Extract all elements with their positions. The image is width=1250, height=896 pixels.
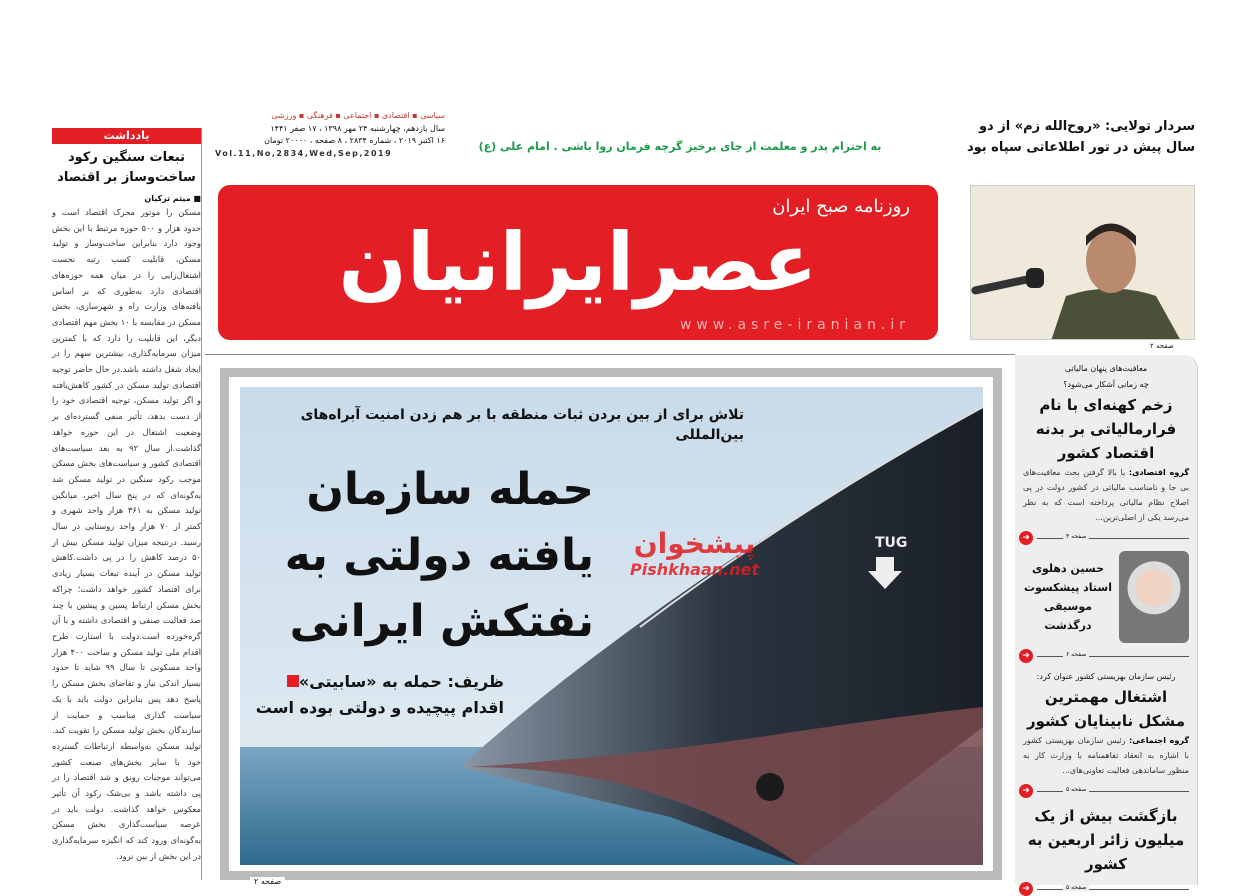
logo-url: www.asre-iranian.ir bbox=[679, 317, 910, 333]
top-photo-page-ref[interactable]: صفحه ۲ bbox=[1150, 342, 1174, 350]
logo-tagline: روزنامه صبح ایران bbox=[772, 196, 910, 217]
main-headline[interactable]: حمله سازمان یافته دولتی به نفتکش ایرانی bbox=[284, 464, 594, 647]
divider bbox=[1037, 656, 1189, 657]
checkmark-icon bbox=[287, 675, 299, 687]
categories: سیاسی ▪ اقتصادی ▪ اجتماعی ▪ فرهنگی ▪ ورزشی bbox=[271, 111, 445, 120]
date-persian: سال یازدهم، چهارشنبه ۲۴ مهر ۱۳۹۸ ، ۱۷ صفر ۱۴۴۱ bbox=[270, 123, 445, 133]
story4-link[interactable] bbox=[1023, 882, 1189, 896]
divider bbox=[1037, 889, 1189, 890]
arrow-right-icon[interactable]: ➜ bbox=[1019, 882, 1033, 896]
masthead-logo[interactable] bbox=[218, 185, 938, 340]
arrow-right-icon[interactable]: ➜ bbox=[1019, 531, 1033, 545]
page-ref: صفحه ۴ bbox=[1063, 533, 1089, 540]
author: ■ میثم ترکیان bbox=[144, 194, 201, 203]
watermark-fa: پیشخوان bbox=[633, 527, 756, 560]
main-story-text bbox=[254, 405, 744, 721]
portrait-photo bbox=[1119, 551, 1189, 643]
section-tag: یادداشت bbox=[52, 128, 201, 144]
opinion-body: مسکن را موتور محرک اقتصاد است و حدود هزار و ۵۰۰ حوزه مرتبط با این بخش وجود دارد بنابراین ساخت‌وساز و تولید مسکن، قابلیت کسب رتبه نخست اشتغال‌زایی را در میان همه حوزه‌های اقتصادی دارد به‌طوری که بر اساس یافته‌های وزارت راه و شهرسازی، بخش مسکن در مقایسه با ۱۰ بخش مهم اقتصادی دیگر، این قابلیت را دارد که با کمترین میزان سرمایه‌گذاری، بیشترین سهم را در ایجاد شغل داشته باشد.در حال حاضر توجیه اقتصادی تولید مسکن در کشور کاهش‌یافته و اگر تولید مسکن، توجیه اقتصادی خود را از دست بدهد، تأثیر منفی گسترده‌ای بر وضعیت اشتغال در این حوزه خواهد گذاشت.از سال ۹۲ به بعد سیاست‌های اقتصادی کشور و سیاست‌های بخش مسکن موجب رکود سنگین در تولید مسکن شد به‌گونه‌ای که در پنج سال اخیر، میانگین تولید مسکن به ۳۶۱ هزار واحد شهری و کمتر از ۷۰ هزار واحد روستایی در سال رسید. درنتیجه میزان تولید مسکن بیش از ۵۰ درصد کاهش را در پی داشت.کاهش تولید مسکن در آینده تبعات بسیار زیادی برای اقتصاد کشور خواهد داشت؛ چراکه بخش مسکن ارتباط پسین و پیشین با چند صد فعالیت صنفی و اقتصادی داشته و با آن گره‌خورده است.دولت با استارت طرح اقدام ملی تولید مسکن و ساخت ۴۰۰ هزار واحد مسکونی تا سال ۹۹ شاید تا حدود بسیار اندکی نیاز و تقاضای بخش مسکن را پاسخ دهد پس بنابراین دولت باید با یک سیاست گذاری مناسب و حمایت از سازندگان بخش تولید مسکن را تقویت کند. تولید مسکن به‌واسطه ارتباطات گسترده خود با سایر بخش‌های صنعت کشور می‌تواند موجبات رونق و شد اقتصاد را در پی داشته باشد و بی‌شک رکود آن تأثیر معکوس خواهد گذاشت. دولت باید در عرصه سیاست‌گذاری بخش مسکن به‌گونه‌ای ورود کند که انگیزه سرمایه‌گذاری در این بخش از بین نرود. bbox=[52, 207, 201, 861]
story3-headline[interactable]: اشتغال مهمترین مشکل نابینایان کشور bbox=[1027, 688, 1185, 730]
main-photo bbox=[240, 387, 983, 865]
top-photo[interactable] bbox=[970, 185, 1195, 340]
page-ref: صفحه ۵ bbox=[1063, 786, 1089, 793]
subheadline-2: اقدام پیچیده و دولتی بوده است bbox=[255, 698, 504, 717]
story1-kicker2: چه زمانی آشکار می‌شود؟ bbox=[1063, 380, 1149, 389]
divider bbox=[205, 354, 1015, 355]
story1-lead-text: با بالا گرفتن بحث معافیت‌های بی جا و نامناسب مالیاتی در کشور دولت در پی اصلاح نظام مالیاتی پرداخته است که به نظر می‌رسد یکی از اصلی‌ترین... bbox=[1023, 468, 1189, 522]
subheadline-1 bbox=[254, 669, 504, 695]
date-english: Vol.11,No,2834,Wed,Sep,2019 bbox=[215, 148, 393, 158]
sub1-text: ظریف: حمله به «سابیتی» bbox=[298, 672, 504, 691]
story2-link[interactable] bbox=[1023, 649, 1189, 663]
story4-headline[interactable]: بازگشت بیش از یک میلیون زائر اربعین به کشور bbox=[1027, 807, 1185, 873]
divider bbox=[1037, 538, 1189, 539]
divider bbox=[1037, 791, 1189, 792]
main-story[interactable] bbox=[220, 368, 1002, 880]
story1-kicker1: معافیت‌های پنهان مالیاتی bbox=[1064, 364, 1148, 373]
arrow-right-icon[interactable]: ➜ bbox=[1019, 784, 1033, 798]
news-sidebar bbox=[1015, 355, 1198, 894]
story2-headline[interactable]: حسین دهلوی استاد پیشکسوت موسیقی درگذشت bbox=[1023, 562, 1113, 632]
story3-lead-label: گروه اجتماعی: bbox=[1129, 736, 1189, 745]
story1-lead bbox=[1023, 465, 1189, 525]
ship-marking: TUG bbox=[875, 535, 908, 551]
page-ref: صفحه ۵ bbox=[1063, 884, 1089, 891]
story2[interactable] bbox=[1023, 551, 1189, 643]
logo-name: عصرایرانیان bbox=[338, 216, 818, 309]
opinion-title[interactable]: تبعات سنگین رکود ساخت‌وساز بر اقتصاد bbox=[57, 150, 196, 185]
story3-kicker: رئیس سازمان بهزیستی کشور عنوان کرد: bbox=[1036, 672, 1176, 681]
story3-lead bbox=[1023, 733, 1189, 778]
top-headline[interactable]: سردار تولایی: «روح‌الله زم» از دو سال پیش در تور اطلاعاتی سپاه بود bbox=[966, 119, 1195, 155]
quote: به احترام پدر و معلمت از جای برخیز گرچه فرمان روا باشی . امام علی (ع) bbox=[478, 140, 882, 153]
story3-lead-text: رئیس سازمان بهزیستی کشور با اشاره به انعقاد تفاهمنامه با وزارت کار به منظور ساماندهی فعالیت تعاونی‌های... bbox=[1023, 736, 1189, 775]
story1-lead-label: گروه اقتصادی: bbox=[1128, 468, 1189, 477]
main-page-ref[interactable]: صفحه ۲ bbox=[250, 877, 285, 886]
date-gregorian: ۱۶ اکتبر ۲۰۱۹ ، شماره ۲۸۳۴ ، ۸ صفحه ، ۲۰۰۰۰ تومان bbox=[264, 136, 445, 145]
arrow-right-icon[interactable]: ➜ bbox=[1019, 649, 1033, 663]
story1-headline[interactable]: زخم کهنه‌ای با نام فرارمالیاتی بر بدنه اقتصاد کشور bbox=[1035, 396, 1177, 462]
issue-info bbox=[215, 110, 445, 160]
story3-link[interactable] bbox=[1023, 784, 1189, 798]
commander-photo bbox=[971, 186, 1195, 340]
story1-link[interactable] bbox=[1023, 531, 1189, 545]
story-kicker: تلاش برای از بین بردن ثبات منطقه با بر هم زدن امنیت آبراه‌های بین‌المللی bbox=[300, 407, 744, 443]
watermark-en: Pishkhaan.net bbox=[630, 560, 760, 579]
page-ref: صفحه ۶ bbox=[1063, 651, 1089, 658]
opinion-column bbox=[52, 128, 202, 880]
